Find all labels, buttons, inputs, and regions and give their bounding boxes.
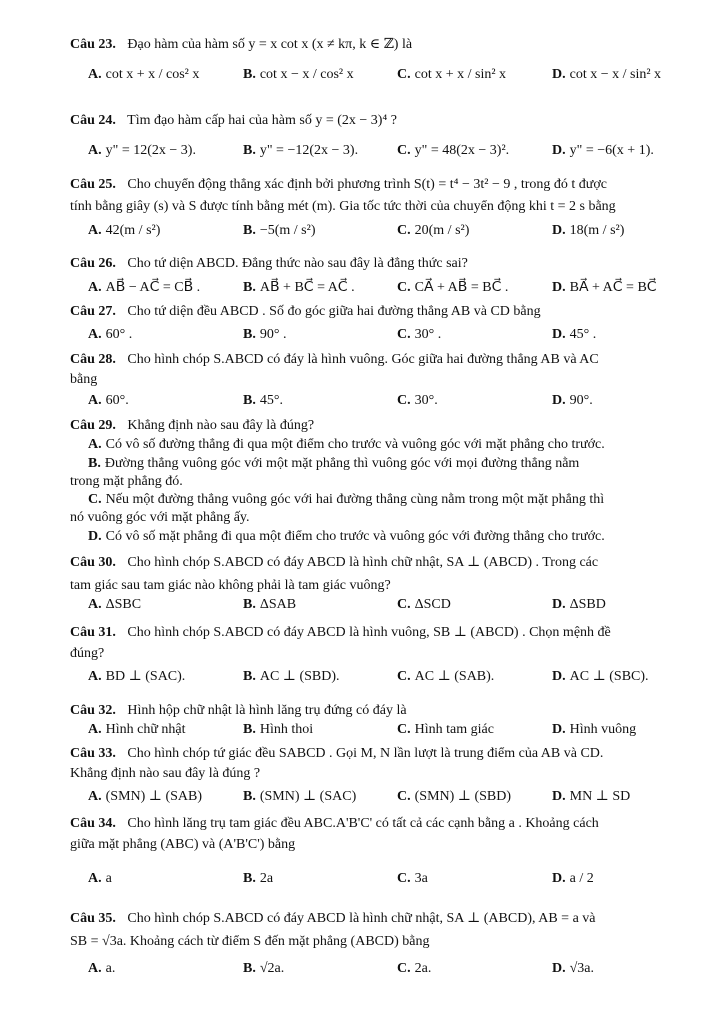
option-d: D. y" = −6(x + 1).: [552, 143, 654, 158]
option-c: C. cot x + x / sin² x: [397, 67, 507, 82]
question-number: Câu 28.: [70, 352, 116, 367]
question-stem-continued: Khẳng định nào sau đây là đúng ?: [70, 766, 261, 781]
question-number: Câu 29.: [70, 418, 116, 433]
option-d: D. 45° .: [552, 327, 597, 342]
question-stem: Cho chuyển động thẳng xác định bởi phương trình S(t) = t⁴ − 3t² − 9 , trong đó t được: [127, 177, 608, 192]
option-d: D. 18(m / s²): [552, 223, 625, 238]
option-b: B. AC ⊥ (SBD).: [243, 669, 340, 684]
question-30: [70, 554, 695, 571]
question-stem-continued: bằng: [70, 372, 98, 387]
option-c: C. Hình tam giác: [397, 722, 494, 737]
question-number: Câu 27.: [70, 304, 116, 319]
option-d: D. Hình vuông: [552, 722, 637, 737]
question-stem: Cho hình lăng trụ tam giác đều ABC.A'B'C' có tất cả các cạnh bằng a . Khoảng cách: [127, 816, 599, 831]
question-27: [70, 304, 695, 320]
option-c: C. ΔSCD: [397, 597, 451, 612]
option-c: C. CA⃗ + AB⃗ = BC⃗ .: [397, 280, 509, 295]
option-c: C. 30°.: [397, 393, 438, 408]
question-number: Câu 23.: [70, 37, 116, 52]
question-stem-continued: đúng?: [70, 646, 105, 661]
option-d: D. cot x − x / sin² x: [552, 67, 662, 82]
question-stem-continued: tính bằng giây (s) và S được tính bằng mét (m). Gia tốc tức thời của chuyển động khi t = 2 s bằng: [70, 199, 616, 214]
option-a: A. a: [88, 871, 112, 886]
option-a: A. 60° .: [88, 327, 133, 342]
question-stem: Đạo hàm của hàm số y = x cot x (x ≠ kπ, k ∈ ℤ) là: [127, 37, 413, 52]
question-stem: Cho hình chóp S.ABCD có đáy ABCD là hình chữ nhật, SA ⊥ (ABCD), AB = a và: [127, 911, 596, 926]
option-b: B. 90° .: [243, 327, 287, 342]
question-stem: Cho hình chóp S.ABCD có đáy ABCD là hình chữ nhật, SA ⊥ (ABCD) . Trong các: [127, 555, 599, 570]
option-b-continued: trong mặt phẳng đó.: [70, 474, 183, 489]
question-number: Câu 26.: [70, 256, 116, 271]
option-a: A. ΔSBC: [88, 597, 142, 612]
question-34: [70, 816, 695, 832]
option-a: A. 60°.: [88, 393, 129, 408]
option-b: B. y" = −12(2x − 3).: [243, 143, 359, 158]
question-stem: Khẳng định nào sau đây là đúng?: [127, 418, 315, 433]
option-c: C. AC ⊥ (SAB).: [397, 669, 495, 684]
option-a: A. AB⃗ − AC⃗ = CB⃗ .: [88, 280, 201, 295]
option-a: A. Có vô số đường thẳng đi qua một điểm cho trước và vuông góc với mặt phẳng cho trước.: [88, 437, 605, 452]
option-c-continued: nó vuông góc với mặt phẳng ấy.: [70, 510, 250, 525]
question-28: [70, 352, 695, 368]
option-b: B. 45°.: [243, 393, 283, 408]
question-stem: Cho tứ diện đều ABCD . Số đo góc giữa hai đường thẳng AB và CD bằng: [127, 304, 541, 319]
question-number: Câu 24.: [70, 113, 116, 128]
question-33: [70, 746, 695, 762]
option-c: C. 2a.: [397, 961, 432, 976]
option-a: A. y" = 12(2x − 3).: [88, 143, 196, 158]
question-25: [70, 177, 695, 193]
option-a: A. Hình chữ nhật: [88, 722, 186, 737]
option-d: D. Có vô số mặt phẳng đi qua một điểm cho trước và vuông góc với đường thẳng cho trước.: [88, 529, 605, 544]
option-b: B. 2a: [243, 871, 274, 886]
question-stem-continued: tam giác sau tam giác nào không phải là tam giác vuông?: [70, 578, 391, 593]
question-stem: Tìm đạo hàm cấp hai của hàm số y = (2x − 3)⁴ ?: [127, 113, 398, 128]
option-b: B. (SMN) ⊥ (SAC): [243, 789, 357, 804]
question-32: [70, 703, 695, 719]
option-a: A. 42(m / s²): [88, 223, 161, 238]
question-stem-continued: giữa mặt phẳng (ABC) và (A'B'C') bằng: [70, 837, 296, 852]
question-stem: Cho tứ diện ABCD. Đẳng thức nào sau đây là đẳng thức sai?: [127, 256, 468, 271]
option-d: D. √3a.: [552, 961, 595, 976]
question-24: [70, 113, 695, 129]
option-c: C. Nếu một đường thẳng vuông góc với hai đường thẳng cùng nằm trong một mặt phẳng thì: [88, 492, 605, 507]
question-number: Câu 32.: [70, 703, 116, 718]
option-c: C. y" = 48(2x − 3)².: [397, 143, 510, 158]
question-26: [70, 256, 695, 272]
option-c: C. 20(m / s²): [397, 223, 470, 238]
question-number: Câu 33.: [70, 746, 116, 761]
option-c: C. (SMN) ⊥ (SBD): [397, 789, 512, 804]
option-b: B. cot x − x / cos² x: [243, 67, 354, 82]
option-b: B. Hình thoi: [243, 722, 314, 737]
question-stem: Cho hình chóp tứ giác đều SABCD . Gọi M, N lần lượt là trung điểm của AB và CD.: [127, 746, 604, 761]
option-d: D. BA⃗ + AC⃗ = BC⃗: [552, 280, 657, 295]
question-stem-continued: SB = √3a. Khoảng cách từ điểm S đến mặt phẳng (ABCD) bằng: [70, 934, 430, 949]
question-31: [70, 624, 695, 641]
option-a: A. cot x + x / cos² x: [88, 67, 200, 82]
question-stem: Cho hình chóp S.ABCD có đáy ABCD là hình vuông, SB ⊥ (ABCD) . Chọn mệnh đề: [127, 625, 611, 640]
option-d: D. 90°.: [552, 393, 593, 408]
option-c: C. 3a: [397, 871, 428, 886]
option-d: D. MN ⊥ SD: [552, 789, 631, 804]
option-d: D. a / 2: [552, 871, 594, 886]
option-b: B. ΔSAB: [243, 597, 297, 612]
option-b: B. √2a.: [243, 961, 285, 976]
option-b: B. AB⃗ + BC⃗ = AC⃗ .: [243, 280, 355, 295]
question-23: [70, 36, 695, 53]
question-29: [70, 418, 695, 434]
option-a: A. (SMN) ⊥ (SAB): [88, 789, 203, 804]
question-number: Câu 31.: [70, 625, 116, 640]
question-35: [70, 910, 695, 927]
option-a: A. a.: [88, 961, 116, 976]
question-number: Câu 34.: [70, 816, 116, 831]
question-number: Câu 35.: [70, 911, 116, 926]
question-stem: Cho hình chóp S.ABCD có đáy là hình vuông. Góc giữa hai đường thẳng AB và AC: [127, 352, 599, 367]
option-d: D. AC ⊥ (SBC).: [552, 669, 649, 684]
question-stem: Hình hộp chữ nhật là hình lăng trụ đứng có đáy là: [127, 703, 407, 718]
option-c: C. 30° .: [397, 327, 442, 342]
option-a: A. BD ⊥ (SAC).: [88, 669, 186, 684]
option-b: B. Đường thẳng vuông góc với một mặt phẳng thì vuông góc với mọi đường thẳng nằm: [88, 456, 580, 471]
option-b: B. −5(m / s²): [243, 223, 316, 238]
question-number: Câu 25.: [70, 177, 116, 192]
option-d: D. ΔSBD: [552, 597, 606, 612]
question-number: Câu 30.: [70, 555, 116, 570]
